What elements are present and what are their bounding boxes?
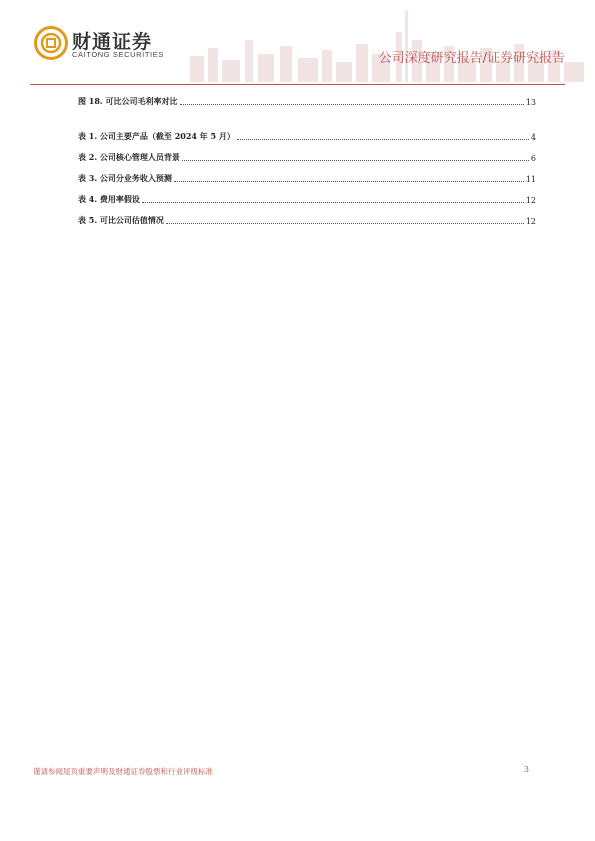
toc-entry-page: 4: [530, 133, 536, 142]
report-type-title: 公司深度研究报告/证券研究报告: [378, 51, 565, 66]
dot-leader: [182, 160, 529, 161]
toc-entry-label: 表 1. 公司主要产品（截至 2024 年 5 月）: [78, 131, 235, 141]
toc-entry-label: 表 4. 费用率假设: [78, 194, 140, 204]
caitong-logo-icon: [34, 26, 68, 60]
brand-name-cn: 财通证券: [72, 31, 153, 53]
dot-leader: [237, 139, 529, 140]
toc-entry-page: 12: [525, 196, 536, 205]
dot-leader: [166, 223, 524, 224]
toc-entry[interactable]: [78, 95, 536, 107]
dot-leader: [180, 104, 524, 105]
dot-leader: [174, 181, 524, 182]
toc-entry-label: 表 3. 公司分业务收入预测: [78, 173, 172, 183]
toc-entry[interactable]: [78, 130, 536, 142]
page-number: 3: [523, 765, 529, 774]
footer-disclaimer: 谨请参阅尾页重要声明及财通证券股票和行业评级标准: [33, 767, 213, 776]
toc-entry[interactable]: [78, 172, 536, 184]
toc-entry[interactable]: [78, 193, 536, 205]
brand-logo: [34, 24, 184, 66]
toc-entry-label: 表 5. 可比公司估值情况: [78, 215, 164, 225]
toc-entry[interactable]: [78, 151, 536, 163]
toc-entry-page: 12: [525, 217, 536, 226]
toc-entry-label: 图 18. 可比公司毛利率对比: [78, 96, 178, 106]
brand-name-en: CAITONG SECURITIES: [72, 50, 164, 59]
toc-entry-label: 表 2. 公司核心管理人员背景: [78, 152, 180, 162]
skyline-watermark: [150, 10, 595, 82]
toc-entry-page: 13: [525, 98, 536, 107]
toc-entry[interactable]: [78, 214, 536, 226]
dot-leader: [142, 202, 524, 203]
toc-entry-page: 6: [530, 154, 536, 163]
toc-entry-page: 11: [525, 175, 536, 184]
header-divider: [30, 84, 565, 85]
